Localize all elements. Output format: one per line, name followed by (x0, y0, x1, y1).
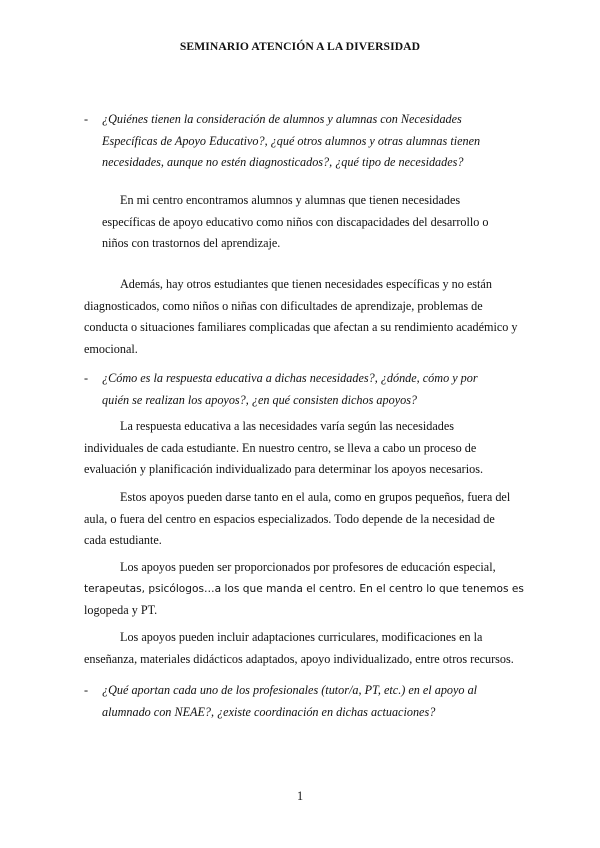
question-line: ¿Quiénes tienen la consideración de alumnos y alumnas con Necesidades (102, 112, 462, 126)
paragraph-line: La respuesta educativa a las necesidades varía según las necesidades (120, 419, 454, 433)
question-line: ¿Cómo es la respuesta educativa a dichas necesidades?, ¿dónde, cómo y por (102, 371, 478, 385)
question-line: necesidades, aunque no estén diagnosticados?, ¿qué tipo de necesidades? (102, 155, 464, 169)
paragraph-line: evaluación y planificación individualizado para determinar los apoyos necesarios. (84, 462, 483, 476)
paragraph-line: Estos apoyos pueden darse tanto en el aula, como en grupos pequeños, fuera del (120, 490, 511, 504)
paragraph-line: cada estudiante. (84, 533, 162, 547)
question-3 (84, 680, 517, 723)
paragraph-line: terapeutas, psicólogos…a los que manda el centro. En el centro lo que tenemos es (84, 582, 524, 595)
paragraph-line: En mi centro encontramos alumnos y alumnas que tienen necesidades (120, 193, 461, 207)
page-title: SEMINARIO ATENCIÓN A LA DIVERSIDAD (179, 40, 421, 53)
paragraph-line: diagnosticados, como niños o niñas con dificultades de aprendizaje, problemas de (84, 298, 483, 313)
paragraph-line: niños con trastornos del aprendizaje. (102, 236, 281, 250)
question-1 (84, 109, 517, 174)
question-line: quién se realizan los apoyos?, ¿en qué consisten dichos apoyos? (102, 392, 418, 407)
paragraph-2 (84, 274, 524, 360)
bullet-dash: - (84, 371, 89, 385)
paragraph-line: emocional. (84, 341, 138, 356)
page-number: 1 (296, 789, 304, 803)
paragraph-4 (84, 487, 524, 552)
paragraph-line: específicas de apoyo educativo como niños con discapacidades del desarrollo o (102, 214, 489, 229)
paragraph-line: conducta o situaciones familiares complicadas que afectan a su rendimiento académico y (84, 320, 518, 334)
bullet-dash: - (84, 112, 89, 126)
paragraph-6 (84, 627, 524, 670)
bullet-dash: - (84, 683, 89, 697)
question-line: ¿Qué aportan cada uno de los profesionales (tutor/a, PT, etc.) en el apoyo al (102, 683, 478, 697)
paragraph-line: Además, hay otros estudiantes que tienen necesidades específicas y no están (120, 277, 492, 291)
paragraph-5 (84, 557, 524, 622)
paragraph-line: logopeda y PT. (84, 603, 158, 617)
paragraph-line: Los apoyos pueden incluir adaptaciones curriculares, modificaciones en la (120, 630, 483, 644)
paragraph-line: aula, o fuera del centro en espacios especializados. Todo depende de la necesidad de (84, 511, 495, 526)
question-line: Específicas de Apoyo Educativo?, ¿qué otros alumnos y otras alumnas tienen (102, 133, 481, 148)
question-2 (84, 368, 520, 411)
paragraph-1 (102, 190, 522, 255)
paragraph-line: individuales de cada estudiante. En nuestro centro, se lleva a cabo un proceso de (84, 440, 477, 455)
question-line: alumnado con NEAE?, ¿existe coordinación en dichas actuaciones? (102, 704, 436, 719)
paragraph-line: Los apoyos pueden ser proporcionados por profesores de educación especial, (120, 560, 496, 574)
paragraph-3 (84, 416, 524, 481)
paragraph-line: enseñanza, materiales didácticos adaptados, apoyo individualizado, entre otros recursos. (84, 651, 514, 666)
